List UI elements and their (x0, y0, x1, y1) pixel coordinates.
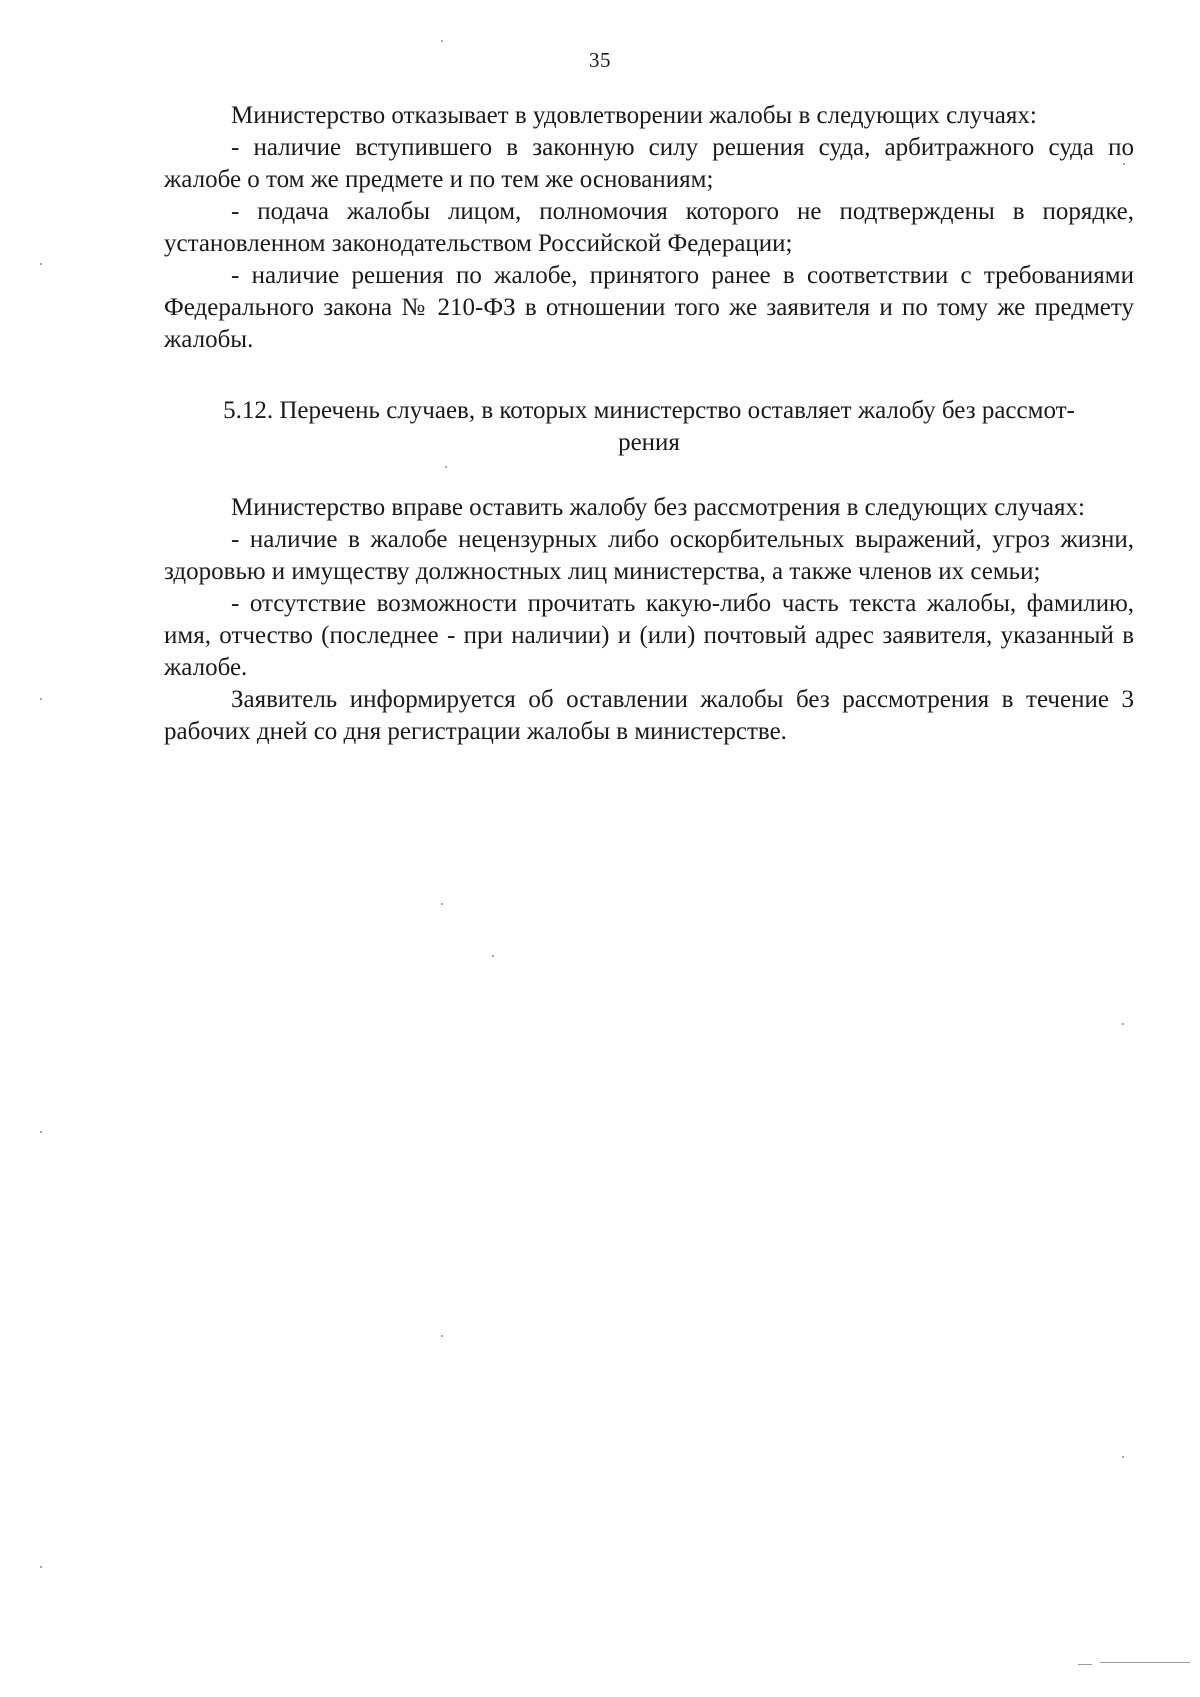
no-review-item-unreadable-text: - отсутствие возможности прочитать какую-либо часть текста жалобы, фамилию, имя, отчество (последнее - при наличии) и (или) почтовый адрес заявителя, указанный в жалобе. (164, 590, 1134, 681)
scan-dash (1078, 1664, 1092, 1665)
section-heading-5-12 (164, 395, 1134, 459)
scan-speck (1122, 1023, 1124, 1025)
scan-speck (441, 40, 443, 42)
scan-speck (40, 263, 42, 265)
scan-speck (40, 698, 42, 700)
refusal-intro: Министерство отказывает в удовлетворении жалобы в следующих случаях: (231, 102, 1037, 129)
refusal-item-prior-decision: - наличие решения по жалобе, принятого ранее в соответствии с требованиями Федерального закона № 210-ФЗ в отношении того же заявителя и по тому же предмету жалобы. (164, 262, 1134, 353)
scan-speck (40, 1566, 42, 1568)
refusal-item-court-decision: - наличие вступившего в законную силу решения суда, арбитражного суда по жалобе о том же предмете и по тем же основаниям; (164, 134, 1134, 193)
refusal-item-unconfirmed-authority: - подача жалобы лицом, полномочия которого не подтверждены в порядке, установленном законодательством Российской Федерации; (164, 198, 1134, 257)
footer-rule (1100, 1662, 1190, 1663)
scan-speck (441, 1335, 443, 1337)
document-body (164, 100, 1134, 748)
no-review-intro: Министерство вправе оставить жалобу без рассмотрения в следующих случаях: (231, 494, 1085, 521)
section-heading-line-1: 5.12. Перечень случаев, в которых министерство оставляет жалобу без рассмот- (223, 397, 1075, 424)
scan-speck (1123, 163, 1125, 165)
section-heading-line-2: рения (618, 429, 680, 456)
scan-speck (1122, 1456, 1124, 1458)
no-review-notification: Заявитель информируется об оставлении жалобы без рассмотрения в течение 3 рабочих дней со дня регистрации жалобы в министерстве. (164, 686, 1134, 745)
scan-speck (492, 955, 494, 957)
scan-speck (40, 1131, 42, 1133)
no-review-item-obscene-language: - наличие в жалобе нецензурных либо оскорбительных выражений, угроз жизни, здоровью и имуществу должностных лиц министерства, а также членов их семьи; (164, 526, 1134, 585)
scan-speck (441, 903, 443, 905)
scan-speck (445, 466, 447, 468)
page-number: 35 (589, 48, 611, 72)
